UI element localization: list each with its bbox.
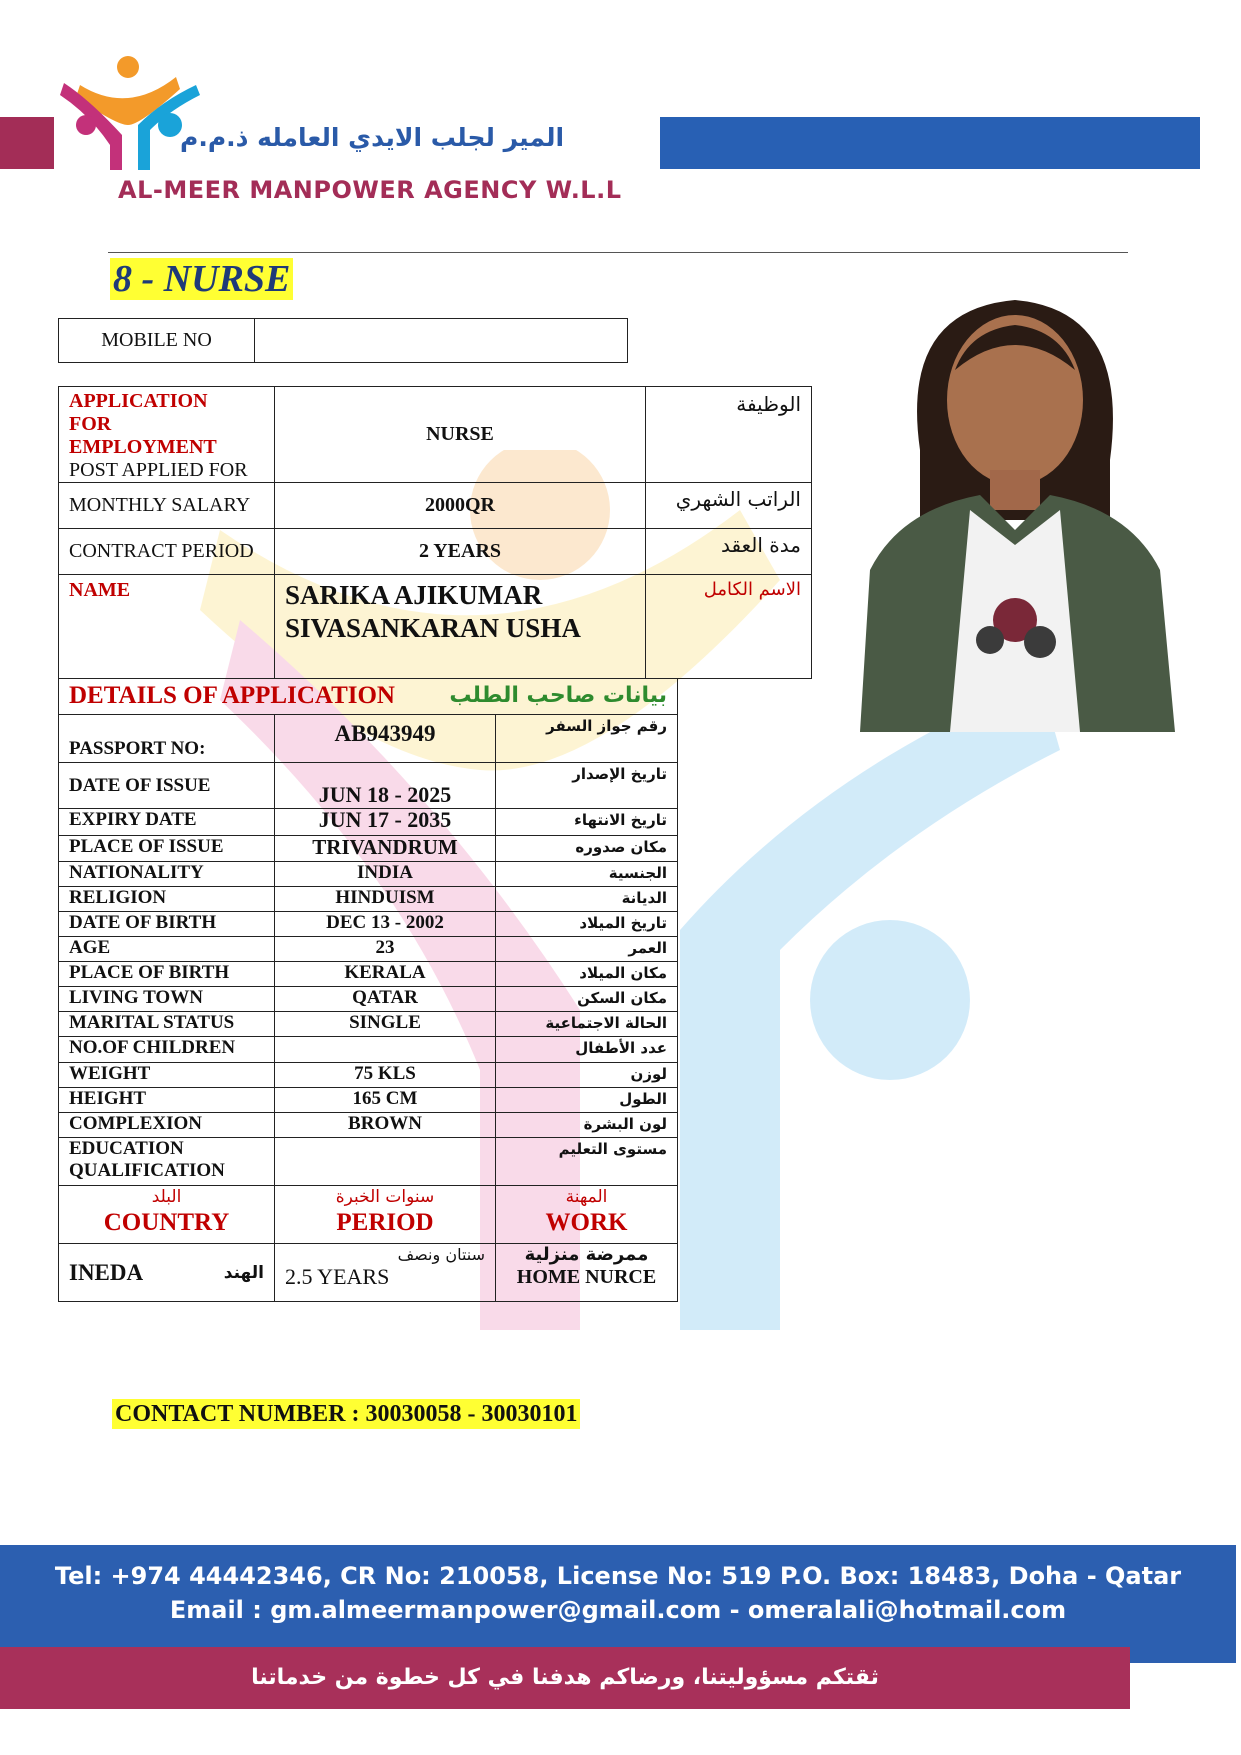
- details-heading-ar: بيانات صاحب الطلب: [449, 682, 667, 708]
- period-header: [275, 1186, 496, 1244]
- experience-row: [59, 1244, 678, 1302]
- education-value: [275, 1138, 496, 1186]
- row-label: MARITAL STATUS: [59, 1012, 275, 1037]
- footer-line-2: Email : gm.almeermanpower@gmail.com - omeralali@hotmail.com: [169, 1596, 1067, 1624]
- row-ar: مكان السكن: [496, 987, 678, 1012]
- row-label: DATE OF ISSUE: [59, 763, 275, 809]
- row-ar: الحالة الاجتماعية: [496, 1012, 678, 1037]
- row-ar: الجنسية: [496, 862, 678, 887]
- experience-period-en: 2.5 YEARS: [285, 1264, 390, 1289]
- application-heading-cell: [59, 387, 275, 483]
- country-header: [59, 1186, 275, 1244]
- row-label: PLACE OF BIRTH: [59, 962, 275, 987]
- experience-country: [59, 1244, 275, 1302]
- row-label: PASSPORT NO:: [59, 715, 275, 763]
- header-right-bar: [660, 117, 1200, 169]
- salary-label: MONTHLY SALARY: [59, 483, 275, 529]
- table-row: [59, 809, 678, 836]
- brand-name-arabic: المير لجلب الايدي العامله ذ.م.م: [180, 123, 565, 152]
- footer-slogan: ثقتكم مسؤوليتنا، ورضاكم هدفنا في كل خطوة من خدماتنا: [0, 1647, 1130, 1709]
- row-value: JUN 17 - 2035: [275, 809, 496, 836]
- row-label: RELIGION: [59, 887, 275, 912]
- table-row: [59, 1037, 678, 1063]
- row-value: QATAR: [275, 987, 496, 1012]
- name-value: [275, 575, 646, 679]
- row-label: LIVING TOWN: [59, 987, 275, 1012]
- row-value: [275, 1037, 496, 1063]
- work-header: [496, 1186, 678, 1244]
- name-label: NAME: [59, 575, 275, 679]
- footer-line-1: Tel: +974 44442346, CR No: 210058, License No: 519 P.O. Box: 18483, Doha - Qatar: [54, 1562, 1182, 1590]
- experience-period-ar: سنتان ونصف: [397, 1245, 485, 1264]
- details-heading-cell: [59, 679, 678, 715]
- row-label: HEIGHT: [59, 1088, 275, 1113]
- row-label: AGE: [59, 937, 275, 962]
- row-ar: الديانة: [496, 887, 678, 912]
- row-value: INDIA: [275, 862, 496, 887]
- row-value: HINDUISM: [275, 887, 496, 912]
- row-label: WEIGHT: [59, 1063, 275, 1088]
- table-row: [59, 715, 678, 763]
- row-label: COMPLEXION: [59, 1113, 275, 1138]
- education-label-1: EDUCATION: [69, 1138, 184, 1159]
- footer-info-bar: [0, 1545, 1236, 1663]
- row-ar: مكان الميلاد: [496, 962, 678, 987]
- row-label: DATE OF BIRTH: [59, 912, 275, 937]
- experience-work-ar: ممرضة منزلية: [524, 1244, 649, 1265]
- application-heading-3: EMPLOYMENT: [69, 436, 217, 458]
- row-value: DEC 13 - 2002: [275, 912, 496, 937]
- row-value: AB943949: [275, 715, 496, 763]
- table-row: [59, 836, 678, 862]
- mobile-value: [255, 319, 628, 363]
- company-logo-icon: [50, 55, 220, 185]
- page-title: 8 - NURSE: [110, 258, 293, 300]
- table-row: [59, 1063, 678, 1088]
- row-value: 165 CM: [275, 1088, 496, 1113]
- experience-header-row: [59, 1186, 678, 1244]
- post-label: POST APPLIED FOR: [69, 459, 248, 481]
- header-left-bar: [0, 117, 54, 169]
- mobile-table: [58, 318, 628, 363]
- table-row: [59, 763, 678, 809]
- row-value: KERALA: [275, 962, 496, 987]
- table-row: [59, 1088, 678, 1113]
- applicant-photo: [840, 270, 1185, 732]
- row-value: 75 KLS: [275, 1063, 496, 1088]
- table-row: [59, 1138, 678, 1186]
- row-label: PLACE OF ISSUE: [59, 836, 275, 862]
- application-heading-2: FOR: [69, 413, 112, 435]
- salary-value: 2000QR: [275, 483, 646, 529]
- experience-country-ar: الهند: [223, 1262, 264, 1283]
- row-label: NO.OF CHILDREN: [59, 1037, 275, 1063]
- row-ar: تاريخ الميلاد: [496, 912, 678, 937]
- salary-ar: الراتب الشهري: [646, 483, 812, 529]
- period-header-en: PERIOD: [336, 1209, 434, 1236]
- experience-work: [496, 1244, 678, 1302]
- row-ar: مكان صدوره: [496, 836, 678, 862]
- row-value: TRIVANDRUM: [275, 836, 496, 862]
- row-ar: الطول: [496, 1088, 678, 1113]
- header-divider: [108, 252, 1128, 253]
- post-value: NURSE: [275, 387, 646, 483]
- mobile-label: MOBILE NO: [59, 319, 255, 363]
- name-ar: الاسم الكامل: [646, 575, 812, 679]
- contract-label: CONTRACT PERIOD: [59, 529, 275, 575]
- row-ar: عدد الأطفال: [496, 1037, 678, 1063]
- work-header-en: WORK: [545, 1209, 628, 1236]
- table-row: [59, 1012, 678, 1037]
- row-value: BROWN: [275, 1113, 496, 1138]
- contact-number: CONTACT NUMBER : 30030058 - 30030101: [112, 1399, 580, 1429]
- table-row: [59, 912, 678, 937]
- name-line-1: SARIKA AJIKUMAR: [285, 580, 543, 610]
- row-ar: لوزن: [496, 1063, 678, 1088]
- row-value: JUN 18 - 2025: [275, 763, 496, 809]
- row-ar: تاريخ الإصدار: [496, 763, 678, 809]
- name-line-2: SIVASANKARAN USHA: [285, 613, 581, 643]
- experience-period: [275, 1244, 496, 1302]
- country-header-ar: البلد: [151, 1187, 182, 1207]
- application-heading-1: APPLICATION: [69, 390, 208, 412]
- row-label: EXPIRY DATE: [59, 809, 275, 836]
- row-ar: تاريخ الانتهاء: [496, 809, 678, 836]
- country-header-en: COUNTRY: [103, 1209, 230, 1236]
- education-label: [59, 1138, 275, 1186]
- education-label-2: QUALIFICATION: [69, 1160, 225, 1181]
- experience-country-en: INEDA: [69, 1259, 144, 1285]
- table-row: [59, 887, 678, 912]
- table-row: [59, 937, 678, 962]
- table-row: [59, 862, 678, 887]
- application-table: [58, 386, 812, 679]
- row-ar: لون البشرة: [496, 1113, 678, 1138]
- post-ar: الوظيفة: [646, 387, 812, 483]
- table-row: [59, 962, 678, 987]
- period-header-ar: سنوات الخبرة: [335, 1187, 435, 1207]
- row-ar: العمر: [496, 937, 678, 962]
- table-row: [59, 987, 678, 1012]
- row-value: 23: [275, 937, 496, 962]
- contract-ar: مدة العقد: [646, 529, 812, 575]
- education-ar: مستوى التعليم: [496, 1138, 678, 1186]
- details-heading-en: DETAILS OF APPLICATION: [69, 681, 395, 709]
- details-table: [58, 678, 678, 1302]
- row-value: SINGLE: [275, 1012, 496, 1037]
- row-ar: رقم جواز السفر: [496, 715, 678, 763]
- brand-name-english: AL-MEER MANPOWER AGENCY W.L.L: [118, 176, 622, 204]
- table-row: [59, 1113, 678, 1138]
- experience-work-en: HOME NURCE: [516, 1266, 657, 1288]
- contract-value: 2 YEARS: [275, 529, 646, 575]
- work-header-ar: المهنة: [565, 1187, 608, 1207]
- row-label: NATIONALITY: [59, 862, 275, 887]
